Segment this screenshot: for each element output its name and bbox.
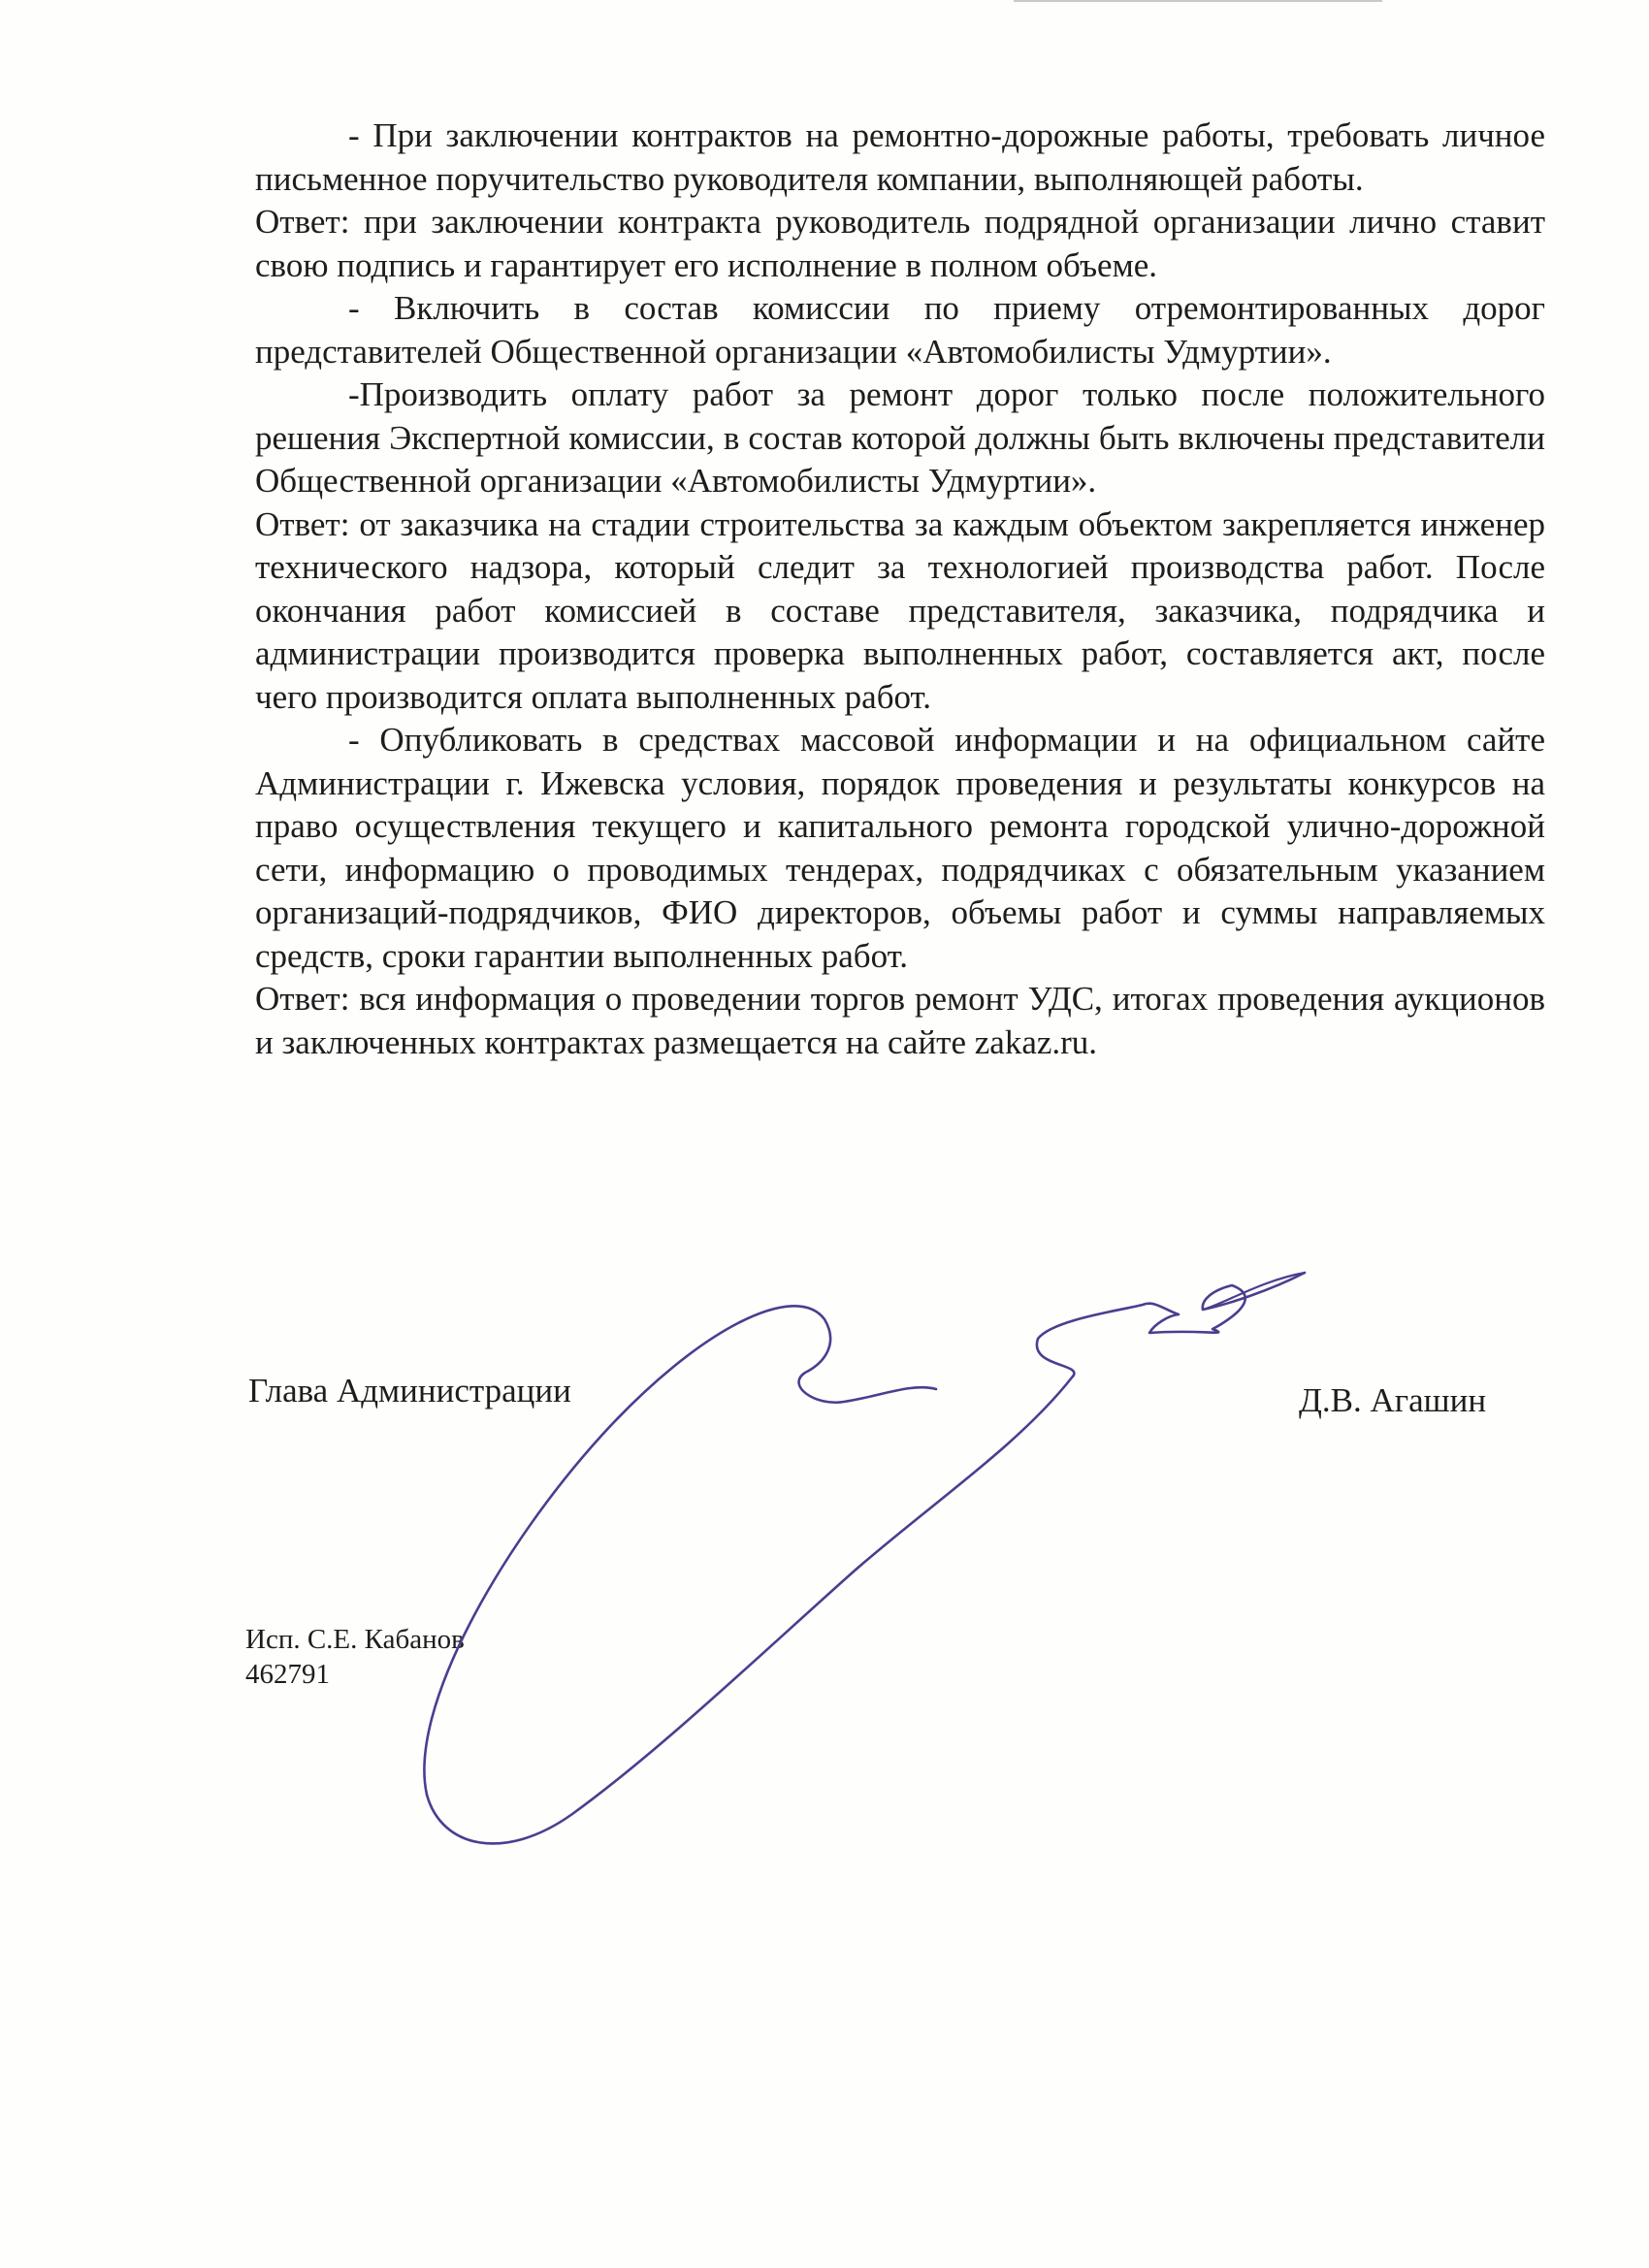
- item-paragraph-4: - Опубликовать в средствах массовой информации и на официальном сайте Администрации г. Ижевска условия, порядок проведения и результаты конкурсов на право осуществления текущего и капитального ремонта городской улично-дорожной сети, информацию о проводимых тендерах, подрядчиках с обязательным указанием организаций-подрядчиков, ФИО директоров, объемы работ и суммы направляемых средств, сроки гарантии выполненных работ.: [255, 721, 1545, 975]
- executor-name: Исп. С.Е. Кабанов: [245, 1624, 465, 1655]
- executor-block: [245, 1622, 465, 1692]
- signatory-name: Д.В. Агашин: [1299, 1381, 1487, 1419]
- item-paragraph-1: - При заключении контрактов на ремонтно-дорожные работы, требовать личное письменное поручительство руководителя компании, выполняющей работы.: [255, 116, 1545, 198]
- item-paragraph-2: - Включить в состав комиссии по приему отремонтированных дорог представителей Общественной организации «Автомобилисты Удмуртии».: [255, 289, 1545, 371]
- executor-phone: 462791: [245, 1659, 330, 1690]
- letter-body: [255, 114, 1545, 1064]
- item-paragraph-3: -Производить оплату работ за ремонт дорог только после положительного решения Экспертной комиссии, в состав которой должны быть включены представители Общественной организации «Автомобилисты Удмуртии».: [255, 375, 1545, 500]
- answer-paragraph-1: Ответ: при заключении контракта руководитель подрядной организации лично ставит свою подпись и гарантирует его исполнение в полном объеме.: [255, 203, 1545, 284]
- scan-artifact: [1014, 0, 1382, 2]
- answer-paragraph-2: Ответ: от заказчика на стадии строительства за каждым объектом закрепляется инженер технического надзора, который следит за технологией производства работ. После окончания работ комиссией в составе представителя, заказчика, подрядчика и администрации производится проверка выполненных работ, составляется акт, после чего производится оплата выполненных работ.: [255, 504, 1545, 716]
- signatory-title: Глава Администрации: [248, 1372, 571, 1409]
- answer-paragraph-3: Ответ: вся информация о проведении торгов ремонт УДС, итогах проведения аукционов и заключенных контрактах размещается на сайте zakaz.ru.: [255, 980, 1545, 1061]
